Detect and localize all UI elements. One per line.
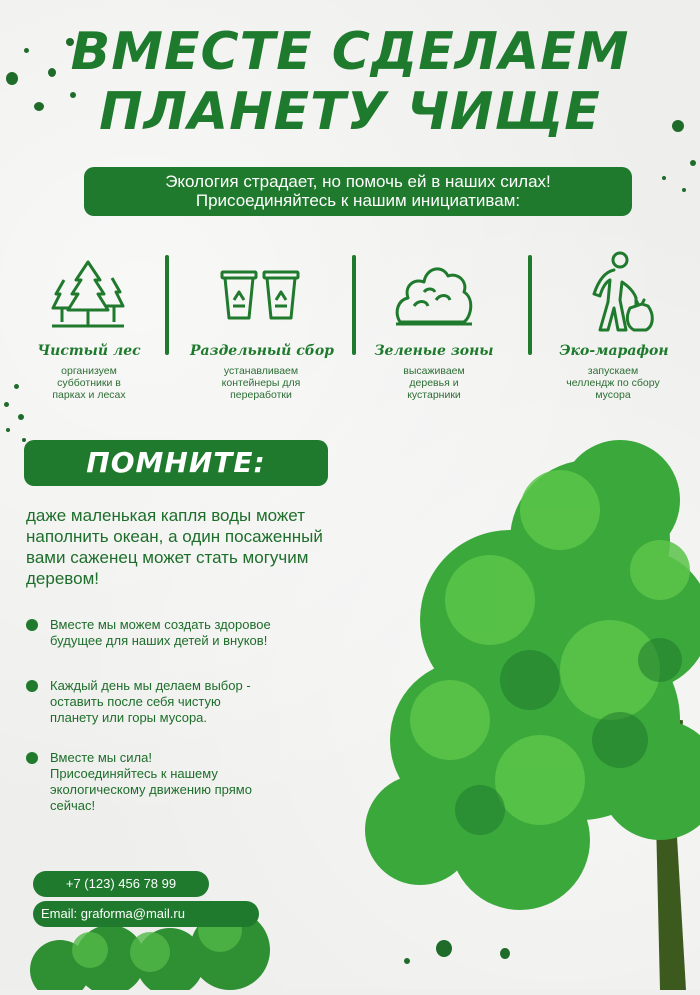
page-title-line-1: ВМЕСТЕ СДЕЛАЕМ <box>70 22 630 82</box>
feature-title-separate-collection: Раздельный сбор <box>190 343 334 359</box>
divider <box>165 255 169 355</box>
recycle-bins-icon <box>220 270 300 327</box>
bullet-dot <box>26 619 38 631</box>
trees-icon <box>50 258 126 337</box>
feature-title-clean-forest: Чистый лес <box>37 343 141 359</box>
divider <box>352 255 356 355</box>
phone-pill[interactable]: +7 (123) 456 78 99 <box>33 871 209 897</box>
feature-desc-eco-marathon: запускаем челлендж по сбору мусора <box>566 365 660 401</box>
bush-icon <box>394 256 474 333</box>
intro-line-1: Экология страдает, но помочь ей в наших силах! <box>165 172 551 191</box>
person-trash-bag-icon <box>582 250 654 339</box>
email-pill[interactable]: Email: graforma@mail.ru <box>33 901 259 927</box>
bullet-dot <box>26 752 38 764</box>
remember-quote: даже маленькая капля воды может наполнить океан, а один посаженный вами саженец может стать могучим деревом! <box>26 506 323 588</box>
feature-desc-green-zones: высаживаем деревья и кустарники <box>403 365 465 401</box>
feature-desc-separate-collection: устанавливаем контейнеры для переработки <box>221 365 301 401</box>
feature-desc-clean-forest: организуем субботники в парках и лесах <box>52 365 126 401</box>
bullet-dot <box>26 680 38 692</box>
intro-banner <box>84 167 632 216</box>
remember-heading: ПОМНИТЕ: <box>24 440 328 486</box>
page-title-line-2: ПЛАНЕТУ ЧИЩЕ <box>99 82 601 142</box>
tree-illustration <box>360 420 700 995</box>
divider <box>528 255 532 355</box>
intro-line-2: Присоединяйтесь к нашим инициативам: <box>195 191 521 210</box>
feature-title-eco-marathon: Эко-марафон <box>559 343 669 359</box>
feature-title-green-zones: Зеленые зоны <box>374 343 494 359</box>
